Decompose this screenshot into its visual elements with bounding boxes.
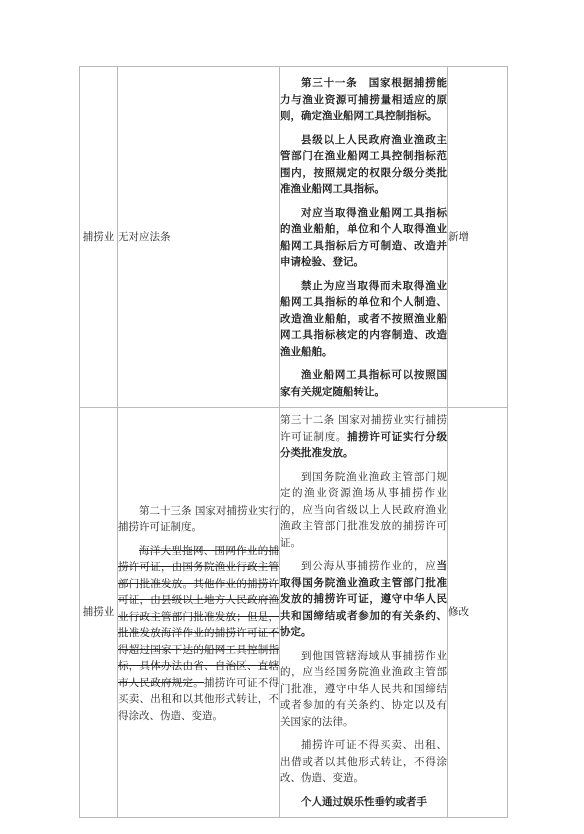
old-law-cell <box>118 67 280 408</box>
plain-text: 第三十二条 国家对捕捞业实行捕捞许可证制度。 <box>280 414 447 443</box>
category-label: 捕捞业 <box>82 606 115 619</box>
category-label: 捕捞业 <box>82 230 115 243</box>
old-law-remaining-text: 捕捞许可证不得买卖、出租和以其他形式转让，不得涂改、伪造、变造。 <box>118 676 279 722</box>
new-law-paragraph: 捕捞许可证不得买卖、出租、出借或者以其他形式转让，不得涂改、伪造、变造。 <box>280 739 447 784</box>
new-law-paragraph: 个人通过娱乐性垂钓或者手 <box>301 795 427 808</box>
new-law-cell <box>280 67 448 408</box>
new-law-paragraph: 第三十一条 国家根据捕捞能力与渔业资源可捕捞量相适应的原则，确定渔业船网工具控制指标。 <box>280 77 447 122</box>
category-cell <box>80 67 118 408</box>
new-law-cell <box>280 408 448 818</box>
new-law-paragraph: 禁止为应当取得而未取得渔业船网工具指标的单位和个人制造、改造渔业船舶，或者不按照渔业船网工具指标核定的内容制造、改造渔业船舶。 <box>280 279 447 358</box>
new-law-paragraph <box>280 412 447 462</box>
table-row <box>80 408 508 818</box>
change-type-cell <box>448 408 508 818</box>
deleted-text: 海洋大型拖网、围网作业的捕捞许可证，由国务院渔业行政主管部门批准发放。其他作业的捕捞许可证，由县级以上地方人民政府渔业行政主管部门批准发放；但是，批准发放海洋作业的捕捞许可证不得超过国家下达的船网工具控制指标，具体办法由省、自治区、直辖市人民政府规定。 <box>118 544 279 689</box>
bold-text: 捕捞许可证实行分级分类批准发放。 <box>280 430 448 459</box>
old-law-deleted-text <box>118 543 279 725</box>
plain-text: 到公海从事捕捞作业的，应 <box>301 560 437 572</box>
change-type-label: 新增 <box>448 230 469 243</box>
comparison-table <box>79 66 508 818</box>
new-law-paragraph: 县级以上人民政府渔业渔政主管部门在渔业船网工具控制指标范围内，按照规定的权限分级分类批准渔业船网工具指标。 <box>280 133 447 195</box>
old-law-article-head: 第二十三条 国家对捕捞业实行捕捞许可证制度。 <box>118 504 279 534</box>
old-law-text: 无对应法条 <box>118 230 171 243</box>
new-law-paragraph: 对应当取得渔业船网工具指标的渔业船舶，单位和个人取得渔业船网工具指标后方可制造、改造并申请检验、登记。 <box>280 206 447 268</box>
change-type-cell <box>448 67 508 408</box>
category-cell <box>80 408 118 818</box>
new-law-paragraph: 到他国管辖海域从事捕捞作业的，应当经国务院渔业渔政主管部门批准，遵守中华人民共和国缔结或者参加的有关条约、协定以及有关国家的法律。 <box>280 649 447 728</box>
new-law-paragraph <box>280 558 447 641</box>
new-law-paragraph: 渔业船网工具指标可以按照国家有关规定随船转让。 <box>280 369 447 398</box>
change-type-label: 修改 <box>448 606 469 619</box>
table-row <box>80 67 508 408</box>
bold-text: 当取得国务院渔业渔政主管部门批准发放的捕捞许可证，遵守中华人民共和国缔结或者参加的有关条约、协定。 <box>280 560 447 638</box>
old-law-cell <box>118 408 280 818</box>
new-law-paragraph: 到国务院渔业渔政主管部门规定的渔业资源渔场从事捕捞作业的，应当向省级以上人民政府渔业渔政主管部门批准发放的捕捞许可证。 <box>280 470 447 549</box>
